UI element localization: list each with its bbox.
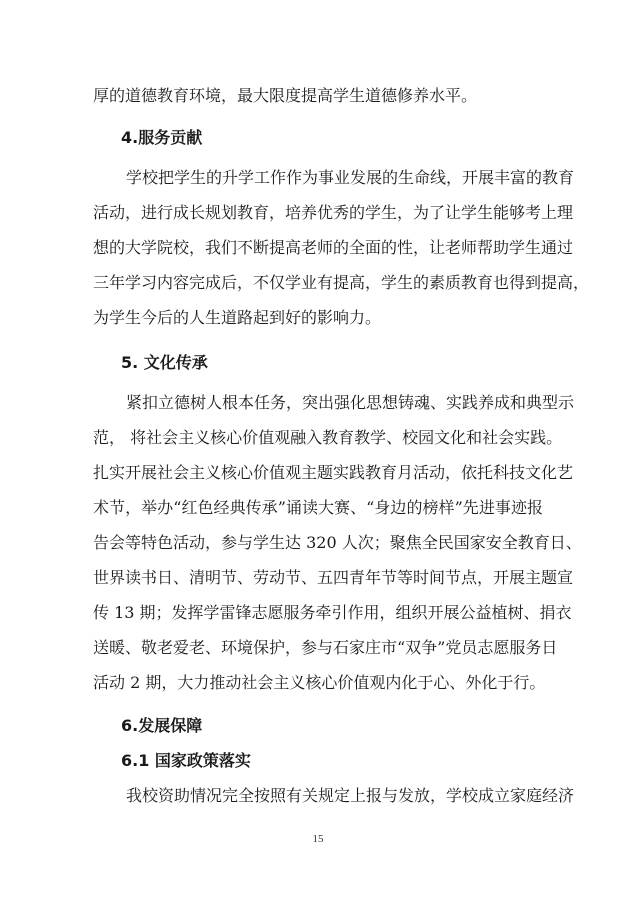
section-5-paragraph-line: 范， 将社会主义核心价值观融入教育教学、校园文化和社会实践。 [93,428,563,447]
section-4-paragraph-line: 为学生今后的人生道路起到好的影响力。 [93,308,382,327]
section-5-paragraph-line: 送暖、敬老爱老、环境保护，参与石家庄市“双争”党员志愿服务日 [93,638,558,657]
section-5-heading: 5. 文化传承 [121,353,208,372]
section-5-paragraph-line: 术节，举办“红色经典传承”诵读大赛、“身边的榜样”先进事迹报 [93,498,543,517]
section-5-paragraph-line: 告会等特色活动，参与学生达 320 人次；聚焦全民国家安全教育日、 [93,533,582,552]
section-4-paragraph-line: 活动，进行成长规划教育，培养优秀的学生，为了让学生能够考上理 [93,203,574,222]
section-5-paragraph-line: 紧扣立德树人根本任务，突出强化思想铸魂、实践养成和典型示 [126,393,575,412]
section-5-paragraph-line: 活动 2 期，大力推动社会主义核心价值观内化于心、外化于行。 [93,673,546,692]
intro-paragraph-line: 厚的道德教育环境，最大限度提高学生道德修养水平。 [93,86,478,105]
section-6-paragraph-line: 我校资助情况完全按照有关规定上报与发放，学校成立家庭经济 [126,786,575,805]
section-4-heading: 4.服务贡献 [121,128,203,147]
section-6-1-subheading: 6.1 国家政策落实 [121,751,251,770]
section-6-heading: 6.发展保障 [121,716,203,735]
section-5-paragraph-line: 扎实开展社会主义核心价值观主题实践教育月活动，依托科技文化艺 [93,463,574,482]
page-number: 15 [312,833,324,845]
section-5-paragraph-line: 传 13 期；发挥学雷锋志愿服务牵引作用，组织开展公益植树、捐衣 [93,603,572,622]
section-4-paragraph-line: 三年学习内容完成后，不仅学业有提高，学生的素质教育也得到提高， [93,273,590,292]
section-4-paragraph-line: 学校把学生的升学工作作为事业发展的生命线，开展丰富的教育 [126,168,575,187]
section-5-paragraph-line: 世界读书日、清明节、劳动节、五四青年节等时间节点，开展主题宣 [93,568,574,587]
section-4-paragraph-line: 想的大学院校，我们不断提高老师的全面的性，让老师帮助学生通过 [93,238,574,257]
